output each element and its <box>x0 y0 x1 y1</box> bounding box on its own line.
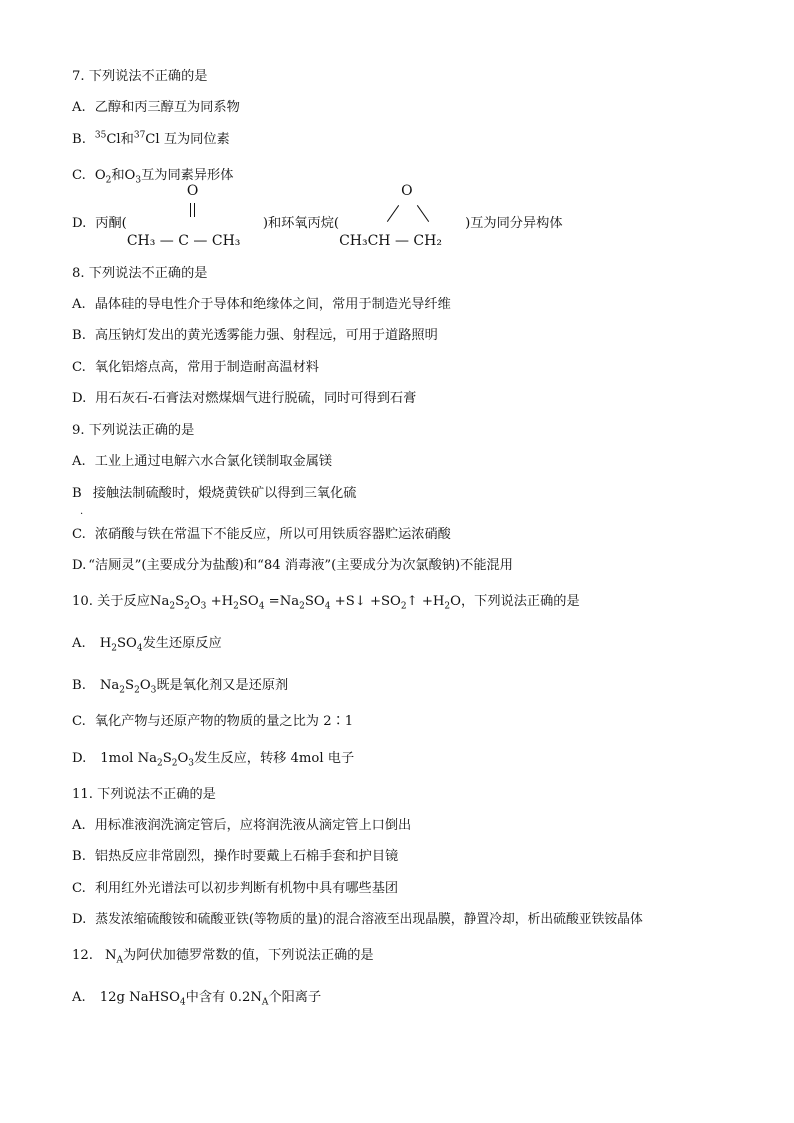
option-letter: D. <box>72 912 87 927</box>
option-text: 接触法制硫酸时，煅烧黄铁矿以得到三氧化硫 <box>92 486 357 501</box>
option-text: 发生反应，转移 4mol 电子 <box>194 751 355 766</box>
q10-option-d[interactable] <box>72 749 354 769</box>
epoxide-structure <box>339 182 465 249</box>
epoxide-bond-left <box>387 205 399 222</box>
q10-option-a[interactable] <box>72 634 222 654</box>
option-text: 乙醇和丙三醇互为同系物 <box>94 100 240 115</box>
q7-option-d[interactable] <box>72 182 563 252</box>
q11-option-b[interactable] <box>72 847 398 867</box>
option-text: )互为同分异构体 <box>465 216 563 231</box>
option-letter: B. <box>72 678 86 693</box>
option-letter: D. <box>72 391 87 406</box>
element-symbol: Cl <box>106 132 121 147</box>
q9-option-a[interactable] <box>72 452 332 472</box>
option-text: 工业上通过电解六水合氯化镁制取金属镁 <box>94 454 333 469</box>
question-9-stem: 9. 下列说法正确的是 <box>72 423 195 438</box>
question-10-stem <box>72 592 580 612</box>
q7-option-b[interactable] <box>72 130 230 150</box>
option-text: 互为同位素 <box>163 132 230 147</box>
option-text: 用标准液润洗滴定管后，应将润洗液从滴定管上口倒出 <box>94 818 412 833</box>
option-text: 发生还原反应 <box>142 636 222 651</box>
q10-option-b[interactable] <box>72 676 288 696</box>
option-letter: C. <box>72 714 86 729</box>
q11-option-c[interactable] <box>72 879 398 899</box>
option-letter: B <box>72 486 82 501</box>
q8-option-c[interactable] <box>72 358 319 378</box>
option-letter: A. <box>72 818 86 833</box>
q8-option-a[interactable] <box>72 295 451 315</box>
q7-option-a[interactable] <box>72 98 240 118</box>
option-text: 铝热反应非常剧烈，操作时要戴上石棉手套和护目镜 <box>94 849 399 864</box>
formula: $Na_2S_2O_3$ <box>99 678 157 696</box>
element-symbol: Cl <box>145 132 160 147</box>
mass-number: 35 <box>94 130 107 141</box>
option-text: 氧化铝熔点高，常用于制造耐高温材料 <box>94 360 319 375</box>
q9-option-d[interactable] <box>72 556 513 576</box>
epoxide-oxygen: O <box>401 182 413 199</box>
option-text: 用石灰石-石膏法对燃煤烟气进行脱硫，同时可得到石膏 <box>95 391 417 406</box>
option-letter: A. <box>72 636 86 651</box>
option-text: 高压钠灯发出的黄光透雾能力强、射程远，可用于道路照明 <box>94 328 438 343</box>
option-text: 丙酮( <box>95 216 127 231</box>
option-letter: A. <box>72 990 86 1005</box>
q8-option-d[interactable] <box>72 389 416 409</box>
stem-suffix: ，下列说法正确的是 <box>460 594 580 609</box>
formula: $Na_2S_2O_3$ <box>137 751 195 769</box>
q7-option-c[interactable] <box>72 166 233 186</box>
epoxide-bond-right <box>417 205 429 222</box>
option-letter: B. <box>72 849 86 864</box>
option-letter: C. <box>72 881 86 896</box>
option-text: 利用红外光谱法可以初步判断有机物中具有哪些基团 <box>94 881 399 896</box>
option-text: )和环氧丙烷( <box>262 216 340 231</box>
constant-subscript: A <box>261 997 269 1008</box>
option-text: 晶体硅的导电性介于导体和绝缘体之间，常用于制造光导纤维 <box>94 297 451 312</box>
option-letter: D. <box>72 216 87 231</box>
option-letter: A. <box>72 454 86 469</box>
option-text: 互为同素异形体 <box>141 168 234 183</box>
acetone-chain: CH₃ — C — CH₃ <box>126 232 241 249</box>
question-11-stem: 11. 下列说法不正确的是 <box>72 787 216 802</box>
stray-dot: . <box>80 506 84 517</box>
amount: 12g <box>99 990 125 1005</box>
option-text: 氧化产物与还原产物的物质的量之比为 2∶1 <box>94 714 354 729</box>
question-12-stem <box>72 946 374 966</box>
formula: $H_2SO_4$ <box>99 636 143 654</box>
option-letter: A. <box>72 100 86 115</box>
option-letter: B. <box>72 328 86 343</box>
double-bond <box>190 203 195 217</box>
option-letter: D. <box>72 751 87 766</box>
option-letter: B. <box>72 132 86 147</box>
q9-option-c[interactable] <box>72 525 451 545</box>
q9-option-b[interactable] <box>72 484 356 504</box>
q10-option-c[interactable] <box>72 712 353 732</box>
connector-text: 和 <box>111 168 125 183</box>
mass-number: 37 <box>133 130 146 141</box>
option-text: 个阳离子 <box>268 990 322 1005</box>
option-text: 蒸发浓缩硫酸铵和硫酸亚铁(等物质的量)的混合溶液至出现晶膜，静置冷却，析出硫酸亚铁铵晶体 <box>95 912 643 927</box>
stem-prefix: 10. 关于反应 <box>72 594 150 609</box>
acetone-structure <box>126 182 263 249</box>
formula-subscript: 2 <box>105 175 112 186</box>
option-letter: A. <box>72 297 86 312</box>
q12-option-a[interactable] <box>72 988 321 1008</box>
formula-subscript: 3 <box>135 175 142 186</box>
question-7-stem: 7. 下列说法不正确的是 <box>72 69 208 84</box>
option-letter: C. <box>72 527 86 542</box>
carbonyl-oxygen: O <box>186 182 199 199</box>
formula: O <box>124 168 136 183</box>
connector-text: 和 <box>120 132 134 147</box>
option-letter: D. <box>72 558 87 573</box>
question-8-stem: 8. 下列说法不正确的是 <box>72 266 208 281</box>
option-text: 既是氧化剂又是还原剂 <box>156 678 289 693</box>
q8-option-b[interactable] <box>72 326 438 346</box>
option-letter: C. <box>72 168 86 183</box>
q11-option-d[interactable] <box>72 910 643 930</box>
reaction-equation: $Na_2S_2O_3 +H_2SO_4 =Na_2SO_4$ +S↓ $+SO_2↑ +H_2O$ <box>149 594 461 612</box>
formula: NaHSO$_4$ <box>129 990 186 1008</box>
option-text: 浓硝酸与铁在常温下不能反应，所以可用铁质容器贮运浓硝酸 <box>94 527 451 542</box>
option-text: “洁厕灵”(主要成分为盐酸)和“84 消毒液”(主要成分为次氯酸钠)不能混用 <box>88 558 513 573</box>
option-text: 中含有 0.2N <box>185 990 262 1005</box>
question-number: 12. <box>72 948 93 963</box>
formula: O <box>94 168 106 183</box>
constant-subscript: A <box>116 955 124 966</box>
amount: 1mol <box>100 751 134 766</box>
q11-option-a[interactable] <box>72 816 411 836</box>
stem-text: 为阿伏加德罗常数的值，下列说法正确的是 <box>123 948 374 963</box>
option-letter: C. <box>72 360 86 375</box>
epoxide-chain: CH₃CH — CH₂ <box>339 232 442 249</box>
constant-symbol: N <box>104 948 117 963</box>
